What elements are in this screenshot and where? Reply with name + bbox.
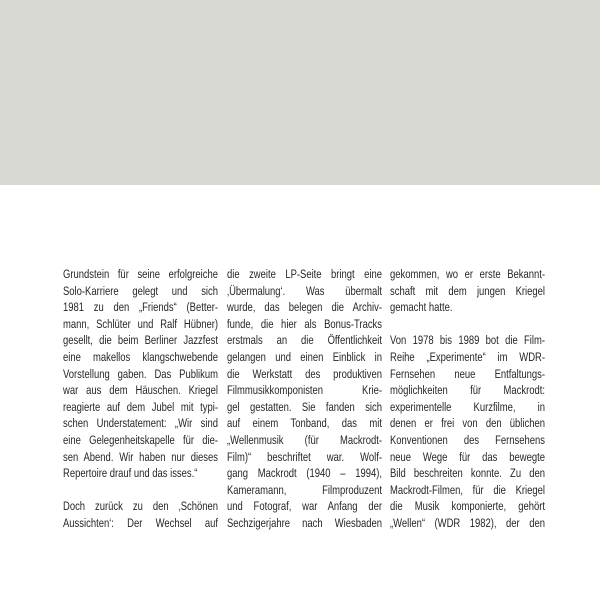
text-line: die zweite LP-Seite bringt eine (227, 267, 382, 281)
text-line: eine Gelegenheitskapelle für die- (63, 432, 218, 447)
text-line: auf einem Tonband, das mit (227, 416, 382, 431)
paragraph (227, 266, 382, 532)
text-line: reagierte auf dem Jubel mit typi- (63, 399, 218, 414)
text-column-1 (63, 266, 218, 532)
text-line: war aus dem Häuschen. Kriegel (63, 383, 218, 398)
text-line: die Werkstatt des produktiven (227, 366, 382, 381)
text-line: funde, die hier als Bonus-Tracks (227, 316, 382, 331)
text-line: Solo-Karriere gelegt und sich (63, 283, 218, 298)
text-line: „Wellen“ (WDR 1982), der den (390, 515, 545, 530)
text-line: Grundstein für seine erfolgreiche (63, 267, 218, 281)
text-line: Doch zurück zu den ‚Schönen (63, 499, 218, 514)
text-line: Kameramann, Filmproduzent (227, 482, 382, 497)
text-line: ‚Übermalung‘. Was übermalt (227, 283, 382, 298)
text-line: mann, Schlüter und Ralf Hübner) (63, 316, 218, 331)
paragraph (63, 266, 218, 482)
text-line: gekommen, wo er erste Bekannt- (390, 267, 545, 281)
text-line: gang Mackrodt (1940 – 1994), (227, 466, 382, 481)
text-line: gelangen und einen Einblick in (227, 349, 382, 364)
text-column-3 (390, 266, 545, 532)
paragraph (63, 498, 218, 531)
text-line: möglichkeiten für Mackrodt: (390, 383, 545, 398)
text-line: Bild beschreiten konnte. Zu den (390, 466, 545, 481)
text-column-2 (227, 266, 382, 532)
text-line: wurde, das belegen die Archiv- (227, 300, 382, 315)
text-line: schen Understatement: „Wir sind (63, 416, 218, 431)
text-line: Von 1978 bis 1989 bot die Film- (390, 333, 545, 348)
text-line: denen er frei von den üblichen (390, 416, 545, 431)
text-line: 1981 zu den „Friends“ (Better- (63, 300, 218, 315)
text-line: erstmals an die Öffentlichkeit (227, 333, 382, 348)
text-line: Vorstellung gaben. Das Publikum (63, 366, 218, 381)
paragraph (390, 332, 545, 531)
text-line: Film)“ beschriftet war. Wolf- (227, 449, 382, 464)
text-line: gel gestatten. Sie fanden sich (227, 399, 382, 414)
text-line: eine makellos klangschwebende (63, 349, 218, 364)
text-line: Konventionen des Fernsehens (390, 432, 545, 447)
text-line: die Musik komponierte, gehört (390, 499, 545, 514)
text-line: Reihe „Experimente“ im WDR- (390, 349, 545, 364)
text-line: Sechzigerjahre nach Wiesbaden (227, 515, 382, 530)
text-line: Repertoire drauf und das isses.“ (63, 466, 198, 481)
text-line: „Wellenmusik (für Mackrodt- (227, 432, 382, 447)
paragraph (390, 266, 545, 316)
text-line: und Fotograf, war Anfang der (227, 499, 382, 514)
text-line: Fernsehen neue Entfaltungs- (390, 366, 545, 381)
text-line: Mackrodt-Filmen, für die Kriegel (390, 482, 545, 497)
text-line: Filmmusikkomponisten Krie- (227, 383, 382, 398)
text-line: schaft mit dem jungen Kriegel (390, 283, 545, 298)
text-line: gesellt, die beim Berliner Jazzfest (63, 333, 218, 348)
text-line: sen Abend. Wir haben nur dieses (63, 449, 218, 464)
text-line: Aussichten‘: Der Wechsel auf (63, 515, 218, 530)
text-line: gemacht hatte. (390, 300, 453, 315)
text-line: experimentelle Kurzfilme, in (390, 399, 545, 414)
text-line: neue Wege für das bewegte (390, 449, 545, 464)
